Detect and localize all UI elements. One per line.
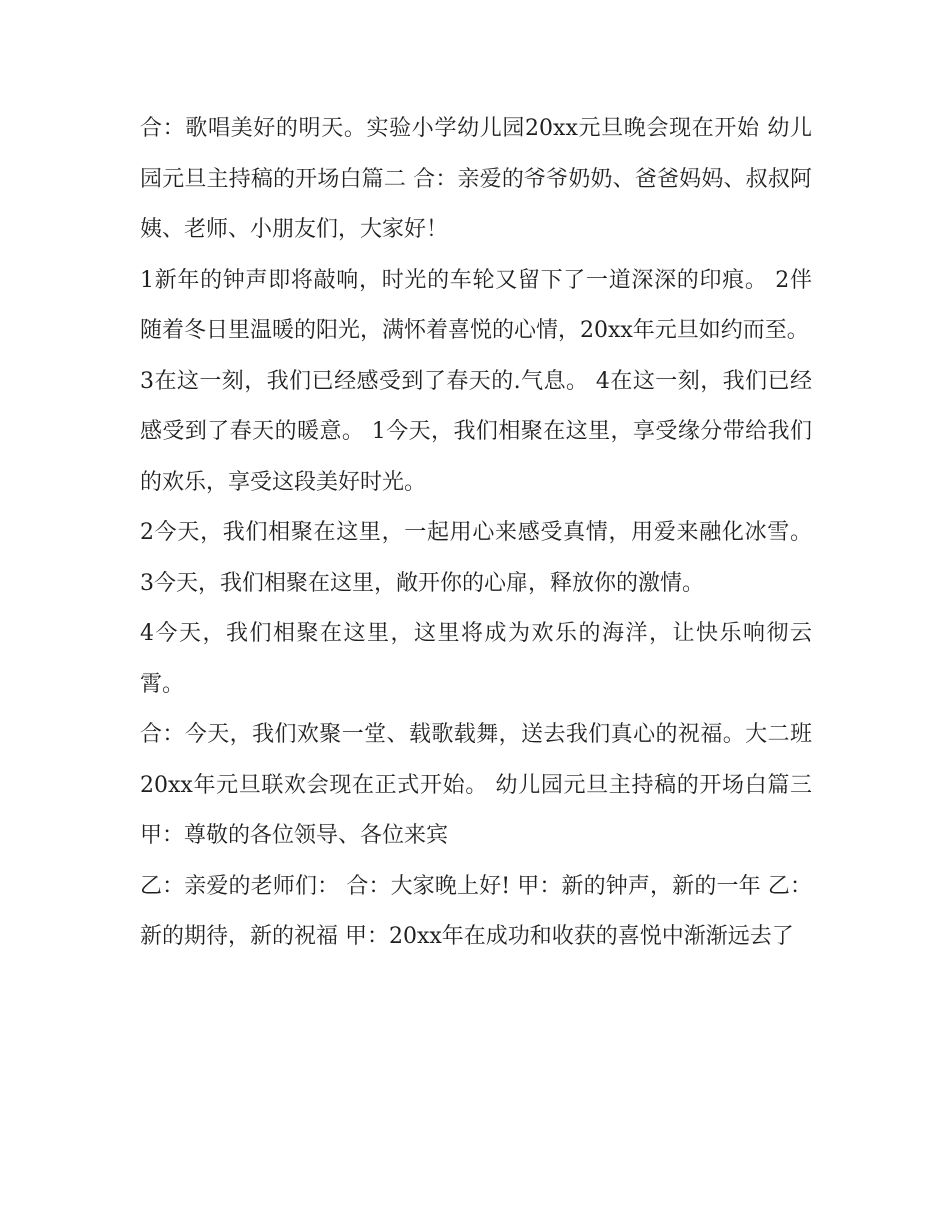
- paragraph-2: 1新年的钟声即将敲响，时光的车轮又留下了一道深深的印痕。 2伴随着冬日里温暖的阳光，满怀着喜悦的心情，20xx年元旦如约而至。: [140, 267, 812, 343]
- paragraph-6: 合：今天，我们欢聚一堂、载歌载舞，送去我们真心的祝福。大二班20xx年元旦联欢会现在正式开始。 幼儿园元旦主持稿的开场白篇三 甲：尊敬的各位领导、各位来宾: [140, 722, 812, 848]
- paragraph-1: 合：歌唱美好的明天。实验小学幼儿园20xx元旦晚会现在开始 幼儿园元旦主持稿的开场白篇二 合：亲爱的爷爷奶奶、爸爸妈妈、叔叔阿姨、老师、小朋友们，大家好！: [140, 116, 812, 242]
- paragraph-4: 2今天，我们相聚在这里，一起用心来感受真情，用爱来融化冰雪。 3今天，我们相聚在这里，敞开你的心扉，释放你的激情。: [140, 520, 812, 596]
- document-body: [140, 104, 812, 963]
- paragraph-3: 3在这一刻，我们已经感受到了春天的.气息。 4在这一刻，我们已经感受到了春天的暖意。 1今天，我们相聚在这里，享受缘分带给我们的欢乐，享受这段美好时光。: [140, 368, 812, 495]
- paragraph-7: 乙：亲爱的老师们： 合：大家晚上好! 甲：新的钟声，新的一年 乙：新的期待，新的祝福 甲：20xx年在成功和收获的喜悦中渐渐远去了: [140, 873, 812, 949]
- paragraph-5: 4今天，我们相聚在这里，这里将成为欢乐的海洋，让快乐响彻云霄。: [140, 621, 812, 697]
